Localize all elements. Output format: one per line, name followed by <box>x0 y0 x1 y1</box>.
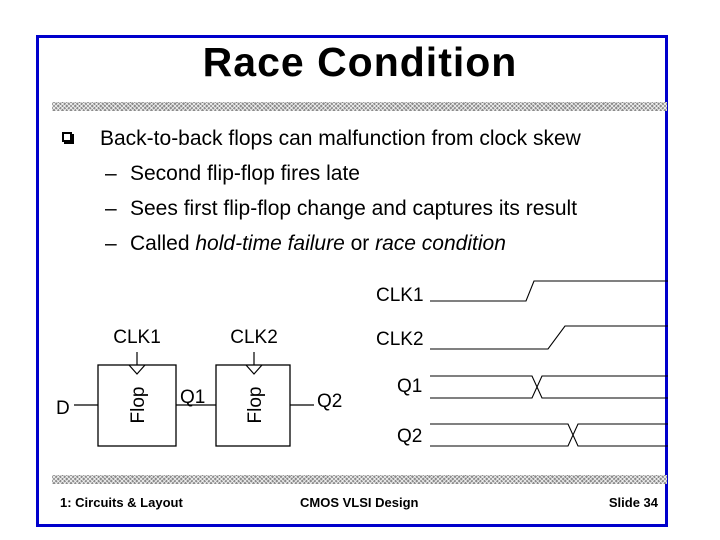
footer-slide-number: Slide 34 <box>608 495 658 510</box>
bullet-text: Back-to-back flops can malfunction from clock skew <box>100 127 581 150</box>
sub-bullet-text: Second flip-flop fires late <box>130 162 360 185</box>
clk2-timing-label: CLK2 <box>376 329 424 350</box>
sub-bullet-text-part: or <box>344 232 376 255</box>
d-input-label: D <box>56 398 70 419</box>
clk1-schematic-label: CLK1 <box>113 327 161 348</box>
q1-timing-label: Q1 <box>397 376 423 397</box>
dash-icon: – <box>105 232 117 255</box>
q1-waveform <box>430 376 668 398</box>
dash-icon: – <box>105 197 117 220</box>
footer-section-label: 1: Circuits & Layout <box>60 495 183 510</box>
footer-course-title: CMOS VLSI Design <box>300 495 419 510</box>
clk2-waveform <box>430 326 668 349</box>
slide-title: Race Condition <box>202 39 518 85</box>
q2-timing-label: Q2 <box>397 426 423 447</box>
q1-schematic-label: Q1 <box>180 387 206 408</box>
sub-bullet-text: Sees first flip-flop change and captures its result <box>130 197 578 220</box>
term-hold-time-failure: hold-time failure <box>195 232 345 255</box>
sub-bullet-text-part: Called <box>130 232 196 255</box>
clk1-waveform <box>430 281 668 301</box>
q2-waveform <box>430 424 668 446</box>
flop1-label: Flop <box>128 386 149 424</box>
term-race-condition: race condition <box>375 232 506 255</box>
clk2-schematic-label: CLK2 <box>230 327 278 348</box>
flip-flop-1 <box>98 365 176 446</box>
q2-schematic-label: Q2 <box>317 391 343 412</box>
flop2-label: Flop <box>245 386 266 424</box>
clk1-timing-label: CLK1 <box>376 285 424 306</box>
dash-icon: – <box>105 162 117 185</box>
footer-separator-band <box>52 475 667 484</box>
flip-flop-2 <box>216 365 290 446</box>
